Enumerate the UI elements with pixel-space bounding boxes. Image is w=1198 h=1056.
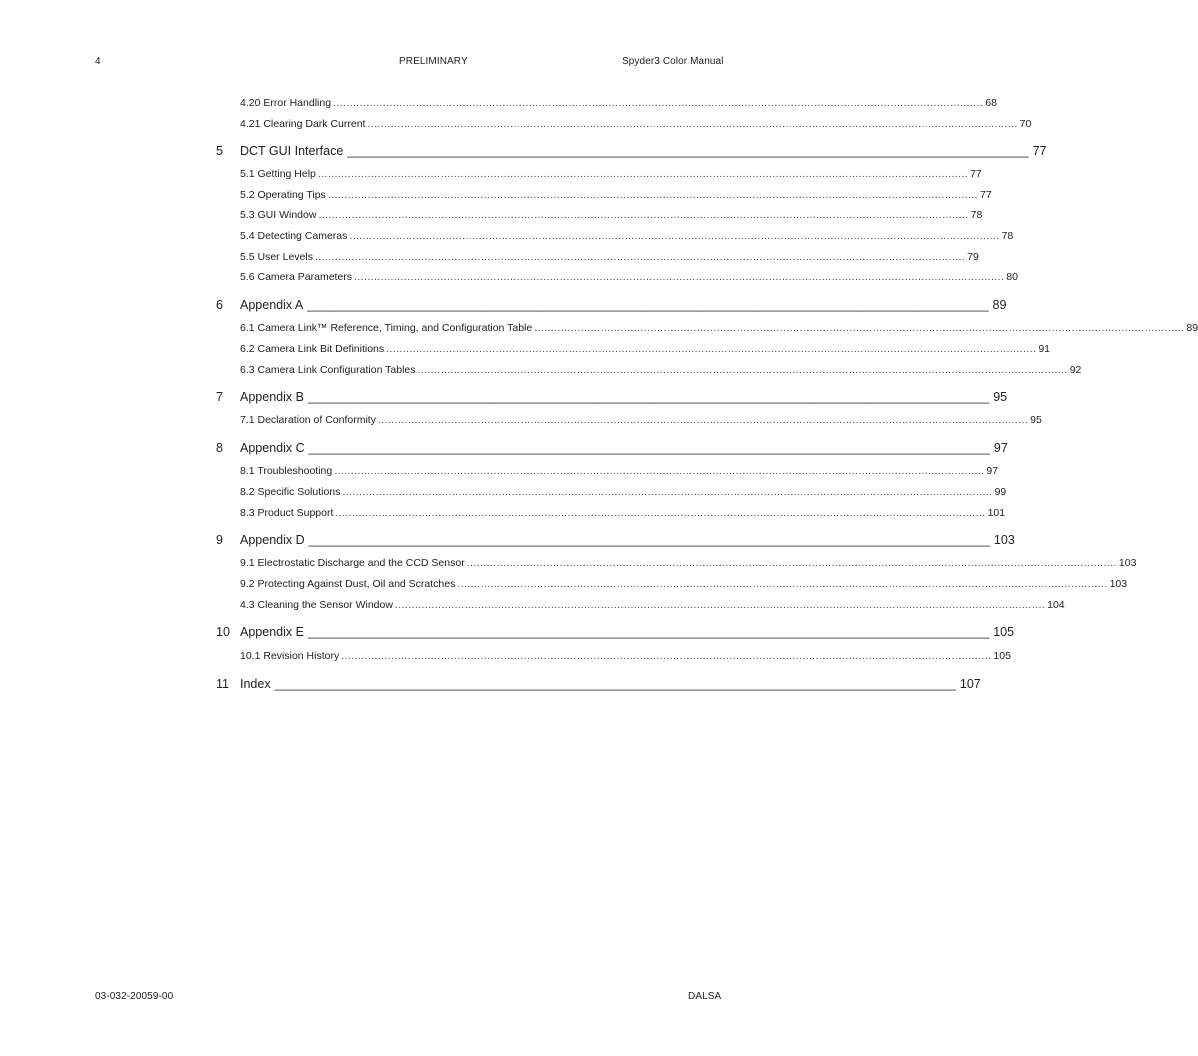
toc-entry-label: 4.3 Cleaning the Sensor Window [240,599,393,611]
toc-entry-6-3[interactable] [240,364,1082,376]
toc-section-number: 8 [216,441,223,455]
dot-leader: .................................................................................................................................................................................................... [377,414,1029,426]
dot-leader: .................................................................................................................................................................................................... [367,118,1018,130]
underscore-leader: __________________________________________________________________________________________________ [307,390,990,404]
toc-section-label: Index [240,677,271,691]
toc-entry-8-1[interactable] [240,465,999,477]
toc-entry-label: 4.21 Clearing Dark Current [240,118,366,130]
toc-section-5[interactable] [240,144,1047,158]
underscore-leader: __________________________________________________________________________________________________ [307,298,989,312]
toc-entry-page: 68 [985,97,997,109]
toc-entry-page: 89 [1186,322,1198,334]
dot-leader: .................................................................................................................................................................................................... [314,251,966,263]
dot-leader: .................................................................................................................................................................................................... [334,465,985,477]
toc-entry-label: 10.1 Revision History [240,650,340,662]
toc-entry-5-2[interactable] [240,189,992,201]
company-name: DALSA [688,991,722,1002]
underscore-leader: __________________________________________________________________________________________________ [308,533,990,547]
toc-entry-label: 9.1 Electrostatic Discharge and the CCD Sensor [240,557,465,569]
dot-leader: .................................................................................................................................................................................................... [318,209,969,221]
toc-entry-5-1[interactable] [240,168,982,180]
toc-entry-page: 104 [1047,599,1065,611]
toc-entry-label: 7.1 Declaration of Conformity [240,414,376,426]
toc-entry-label: 5.1 Getting Help [240,168,316,180]
toc-section-number: 6 [216,298,223,312]
toc-entry-label: 8.3 Product Support [240,507,334,519]
toc-entry-page: 77 [970,168,982,180]
dot-leader: .................................................................................................................................................................................................... [341,650,992,662]
toc-entry-label: 8.1 Troubleshooting [240,465,333,477]
toc-section-page: 107 [959,677,981,691]
toc-section-6[interactable] [240,298,1007,312]
toc-entry-label: 6.2 Camera Link Bit Definitions [240,343,385,355]
toc-section-label: Appendix B [240,390,304,404]
toc-section-label: Appendix A [240,298,304,312]
toc-entry-label: 5.3 GUI Window [240,209,317,221]
toc-section-label: DCT GUI Interface [240,144,344,158]
toc-entry-5-3[interactable] [240,209,983,221]
toc-entry-7-1[interactable] [240,414,1042,426]
toc-entry-page: 97 [986,465,999,477]
toc-entry-label: 6.1 Camera Link™ Reference, Timing, and Configuration Table [240,322,533,334]
dot-leader: .................................................................................................................................................................................................... [466,557,1117,569]
toc-entry-page: 92 [1069,364,1082,376]
toc-section-label: Appendix E [240,625,304,639]
toc-entry-label: 5.6 Camera Parameters [240,271,353,283]
toc-entry-page: 78 [970,209,983,221]
toc-section-8[interactable] [240,441,1008,455]
toc-entry-4-21[interactable] [240,118,1032,130]
dot-leader: .................................................................................................................................................................................................... [354,271,1005,283]
toc-entry-5-5[interactable] [240,251,979,263]
toc-entry-10-1[interactable] [240,650,1011,662]
toc-entry-9-2[interactable] [240,578,1128,590]
toc-entry-page: 91 [1038,343,1051,355]
toc-section-page: 77 [1032,144,1047,158]
toc-entry-label: 5.5 User Levels [240,251,313,263]
toc-section-number: 10 [216,625,230,639]
toc-entry-page: 103 [1118,557,1137,569]
manual-title: Spyder3 Color Manual [622,56,724,67]
underscore-leader: __________________________________________________________________________________________________ [308,441,990,455]
dot-leader: .................................................................................................................................................................................................... [335,507,986,519]
toc-entry-6-1[interactable] [240,322,1198,334]
dot-leader: .................................................................................................................................................................................................... [342,486,993,498]
page-number: 4 [95,56,101,67]
toc-section-page: 103 [993,533,1015,547]
dot-leader: .................................................................................................................................................................................................... [333,97,984,109]
toc-entry-4-3[interactable] [240,599,1065,611]
dot-leader: .................................................................................................................................................................................................... [417,364,1068,376]
toc-entry-page: 79 [967,251,979,263]
toc-entry-9-1[interactable] [240,557,1137,569]
toc-entry-label: 6.3 Camera Link Configuration Tables [240,364,416,376]
toc-entry-4-20[interactable] [240,97,997,109]
dot-leader: .................................................................................................................................................................................................... [457,578,1108,590]
toc-section-number: 7 [216,390,223,404]
toc-entry-label: 5.2 Operating Tips [240,189,326,201]
toc-section-page: 95 [993,390,1008,404]
dot-leader: .................................................................................................................................................................................................... [349,230,1000,242]
toc-entry-8-2[interactable] [240,486,1007,498]
preliminary-label: PRELIMINARY [399,56,468,67]
underscore-leader: __________________________________________________________________________________________________ [347,144,1029,158]
toc-entry-6-2[interactable] [240,343,1051,355]
toc-section-11[interactable] [240,677,981,691]
toc-entry-label: 8.2 Specific Solutions [240,486,341,498]
toc-entry-page: 103 [1109,578,1128,590]
dot-leader: .................................................................................................................................................................................................... [386,343,1037,355]
toc-section-label: Appendix C [240,441,305,455]
dot-leader: .................................................................................................................................................................................................... [317,168,969,180]
toc-entry-page: 95 [1030,414,1042,426]
toc-entry-page: 105 [993,650,1011,662]
toc-entry-page: 80 [1006,271,1018,283]
toc-entry-page: 70 [1019,118,1032,130]
dot-leader: .................................................................................................................................................................................................... [327,189,978,201]
document-number: 03-032-20059-00 [95,991,174,1002]
toc-entry-5-4[interactable] [240,230,1014,242]
dot-leader: .................................................................................................................................................................................................... [534,322,1185,334]
toc-entry-page: 77 [980,189,992,201]
toc-section-page: 97 [993,441,1008,455]
underscore-leader: __________________________________________________________________________________________________ [307,625,990,639]
toc-entry-page: 99 [994,486,1007,498]
toc-entry-8-3[interactable] [240,507,1006,519]
toc-section-number: 9 [216,533,223,547]
toc-section-9[interactable] [240,533,1015,547]
toc-entry-page: 101 [987,507,1006,519]
dot-leader: .................................................................................................................................................................................................... [394,599,1046,611]
toc-section-page: 89 [992,298,1007,312]
toc-section-label: Appendix D [240,533,305,547]
toc-section-page: 105 [993,625,1015,639]
toc-section-7[interactable] [240,390,1008,404]
toc-entry-5-6[interactable] [240,271,1018,283]
underscore-leader: __________________________________________________________________________________________________ [274,677,956,691]
toc-section-number: 11 [216,677,229,691]
toc-entry-label: 9.2 Protecting Against Dust, Oil and Scratches [240,578,456,590]
toc-section-number: 5 [216,144,223,158]
toc-section-10[interactable] [240,625,1015,639]
toc-entry-page: 78 [1001,230,1014,242]
toc-entry-label: 5.4 Detecting Cameras [240,230,348,242]
toc-entry-label: 4.20 Error Handling [240,97,332,109]
